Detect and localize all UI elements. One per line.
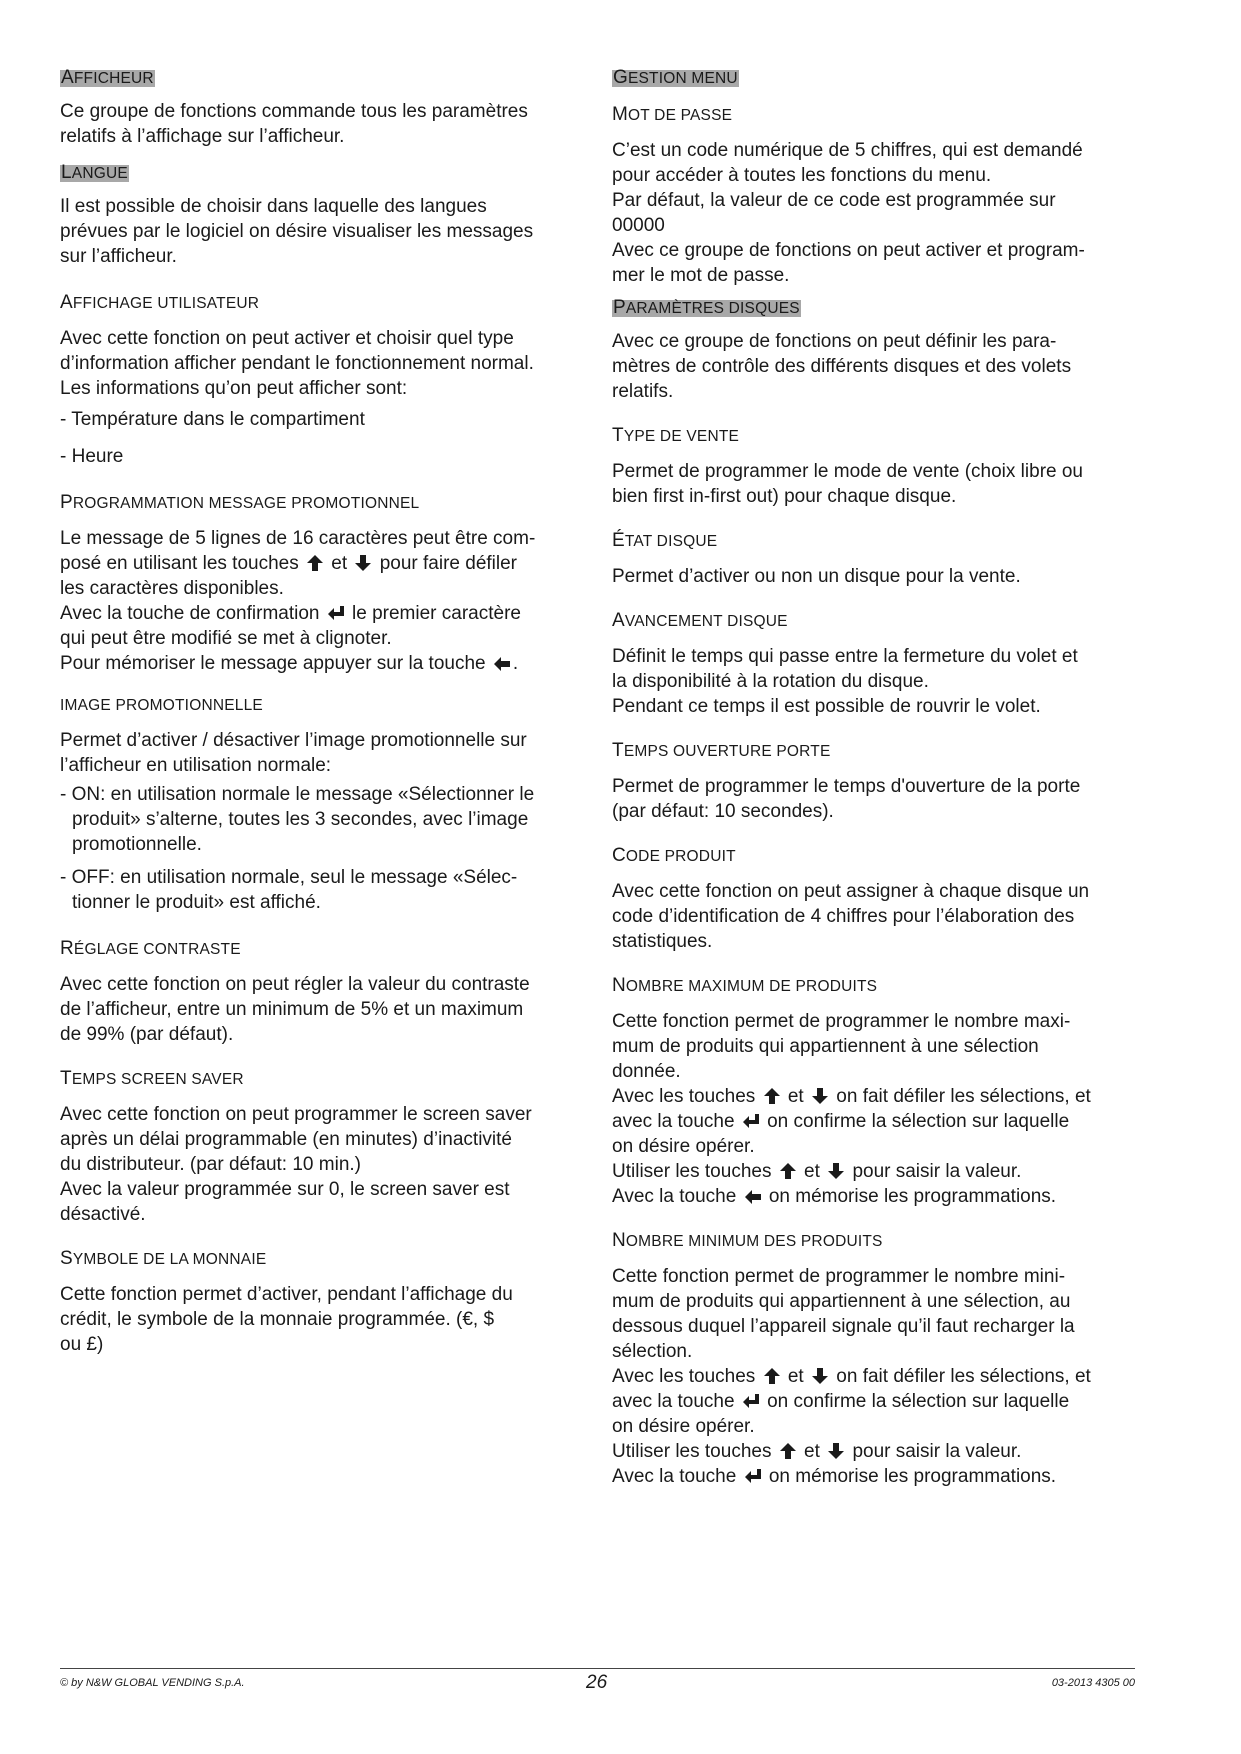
heading-type-de-vente: TYPE DE VENTE [612, 425, 740, 446]
heading-etat-disque: ÉTAT DISQUE [612, 530, 718, 551]
enter-key-icon [744, 1467, 762, 1485]
heading-programmation-message: PROGRAMMATION MESSAGE PROMOTIONNEL [60, 492, 420, 513]
heading-temps-ouverture-porte: TEMPS OUVERTURE PORTE [612, 740, 831, 761]
heading-parametres-disques: PARAMÈTRES DISQUES [613, 297, 800, 318]
heading-nombre-minimum: NOMBRE MINIMUM DES PRODUITS [612, 1230, 883, 1251]
section-code-produit [612, 846, 1132, 954]
affichage-item-heure: - Heure [60, 446, 124, 467]
heading-mot-de-passe: MOT DE PASSE [612, 104, 733, 125]
nombre-minimum-text: Cette fonction permet de programmer le nombre mini- mum de produits qui appartiennent à une sélection, au dessous duquel l’appareil signale qu’il faut recharger la sélection. Avec les touches et on fait défiler les sélections, et avec la touche on confirme la sélection sur laquelle on désire opérer. Utiliser les touches et pour saisir la valeur. Avec la touche on mémorise les programmations. [612, 1266, 1091, 1487]
heading-reglage-contraste: RÉGLAGE CONTRASTE [60, 938, 241, 959]
etat-disque-text: Permet d’activer ou non un disque pour la vente. [612, 566, 1021, 587]
footer-copyright: © by N&W GLOBAL VENDING S.p.A. [60, 1677, 245, 1689]
affichage-item-temperature: - Température dans le compartiment [60, 409, 365, 430]
back-arrow-icon [744, 1187, 762, 1205]
arrow-up-icon [779, 1162, 797, 1180]
arrow-up-icon [306, 554, 324, 572]
parametres-text: Avec ce groupe de fonctions on peut définir les para- mètres de contrôle des différents disques et des volets relatifs. [612, 331, 1072, 402]
section-reglage-contraste [60, 939, 580, 1047]
section-parametres-disques [612, 298, 1132, 404]
right-column [612, 68, 1132, 1503]
enter-key-icon [742, 1392, 760, 1410]
mot-de-passe-text: C’est un code numérique de 5 chiffres, qui est demandé pour accéder à toutes les fonctions du menu. Par défaut, la valeur de ce code est programmée sur 00000 Avec ce groupe de fonctions on peut activer et program- mer le mot de passe. [612, 140, 1085, 286]
heading-temps-screen-saver: TEMPS SCREEN SAVER [60, 1068, 244, 1089]
heading-langue: LANGUE [61, 162, 128, 183]
porte-text: Permet de programmer le temps d'ouverture de la porte (par défaut: 10 secondes). [612, 776, 1081, 822]
section-affichage-utilisateur [60, 293, 580, 469]
afficheur-text: Ce groupe de fonctions commande tous les paramètres relatifs à l’affichage sur l’afficheur. [60, 101, 528, 147]
arrow-down-icon [811, 1087, 829, 1105]
arrow-down-icon [827, 1442, 845, 1460]
section-afficheur [60, 68, 580, 149]
heading-code-produit: CODE PRODUIT [612, 845, 736, 866]
arrow-down-icon [354, 554, 372, 572]
heading-affichage-utilisateur: AFFICHAGE UTILISATEUR [60, 292, 260, 313]
heading-symbole-monnaie: SYMBOLE DE LA MONNAIE [60, 1248, 267, 1269]
section-programmation-message [60, 493, 580, 676]
arrow-down-icon [827, 1162, 845, 1180]
heading-gestion-menu: GESTION MENU [613, 67, 738, 88]
section-temps-screen-saver [60, 1069, 580, 1227]
section-nombre-minimum [612, 1231, 1132, 1489]
footer-document-code: 03-2013 4305 00 [1051, 1677, 1135, 1689]
image-option-off: - OFF: en utilisation normale, seul le message «Sélec- tionner le produit» est affiché. [60, 867, 518, 913]
arrow-up-icon [779, 1442, 797, 1460]
enter-key-icon [742, 1112, 760, 1130]
section-avancement-disque [612, 611, 1132, 719]
type-de-vente-text: Permet de programmer le mode de vente (choix libre ou bien first in-first out) pour chaque disque. [612, 461, 1084, 507]
nombre-maximum-text: Cette fonction permet de programmer le nombre maxi- mum de produits qui appartiennent à une sélection donnée. Avec les touches et on fait défiler les sélections, et avec la touche on confirme la sélection sur laquelle on désire opérer. Utiliser les touches et pour saisir la valeur. Avec la touche on mémorise les programmations. [612, 1011, 1091, 1207]
section-image-promotionnelle [60, 696, 580, 915]
section-langue [60, 163, 580, 269]
back-arrow-icon [493, 654, 511, 672]
heading-image-promotionnelle: IMAGE PROMOTIONNELLE [60, 697, 263, 714]
section-mot-de-passe [612, 105, 1132, 288]
heading-avancement-disque: AVANCEMENT DISQUE [612, 610, 788, 631]
reglage-text: Avec cette fonction on peut régler la valeur du contraste de l’afficheur, entre un minimum de 5% et un maximum de 99% (par défaut). [60, 974, 530, 1045]
code-produit-text: Avec cette fonction on peut assigner à chaque disque un code d’identification de 4 chiffres pour l’élaboration des statistiques. [612, 881, 1090, 952]
heading-afficheur: AFFICHEUR [61, 67, 154, 88]
affichage-text: Avec cette fonction on peut activer et choisir quel type d’information afficher pendant le fonctionnement normal. Les informations qu’on peut afficher sont: [60, 328, 534, 399]
avancement-text: Définit le temps qui passe entre la fermeture du volet et la disponibilité à la rotation du disque. Pendant ce temps il est possible de rouvrir le volet. [612, 646, 1078, 717]
section-symbole-monnaie [60, 1249, 580, 1357]
enter-key-icon [327, 604, 345, 622]
left-column [60, 68, 580, 1371]
programmation-text: Le message de 5 lignes de 16 caractères peut être com- posé en utilisant les touches et pour faire défiler les caractères disponibles. Avec la touche de confirmation le premier caractère qui peut être modifié se met à clignoter. Pour mémoriser le message appuyer sur la touche . [60, 528, 536, 674]
page-number: 26 [586, 1672, 608, 1693]
langue-text: Il est possible de choisir dans laquelle des langues prévues par le logiciel on désire visualiser les messages sur l’afficheur. [60, 196, 534, 267]
section-etat-disque [612, 531, 1132, 589]
screen-saver-text: Avec cette fonction on peut programmer le screen saver après un délai programmable (en minutes) d’inactivité du distributeur. (par défaut: 10 min.) Avec la valeur programmée sur 0, le screen saver est désactivé. [60, 1104, 532, 1225]
arrow-up-icon [763, 1087, 781, 1105]
heading-nombre-maximum: NOMBRE MAXIMUM DE PRODUITS [612, 975, 878, 996]
section-nombre-maximum [612, 976, 1132, 1209]
arrow-down-icon [811, 1367, 829, 1385]
symbole-text: Cette fonction permet d’activer, pendant l’affichage du crédit, le symbole de la monnaie programmée. (€, $ ou £) [60, 1284, 513, 1355]
image-option-on: - ON: en utilisation normale le message «Sélectionner le produit» s’alterne, toutes les 3 secondes, avec l’image promotionnelle. [60, 784, 535, 855]
arrow-up-icon [763, 1367, 781, 1385]
section-temps-ouverture-porte [612, 741, 1132, 824]
footer-rule [60, 1668, 1135, 1669]
image-text: Permet d’activer / désactiver l’image promotionnelle sur l’afficheur en utilisation normale: [60, 730, 527, 776]
section-type-de-vente [612, 426, 1132, 509]
